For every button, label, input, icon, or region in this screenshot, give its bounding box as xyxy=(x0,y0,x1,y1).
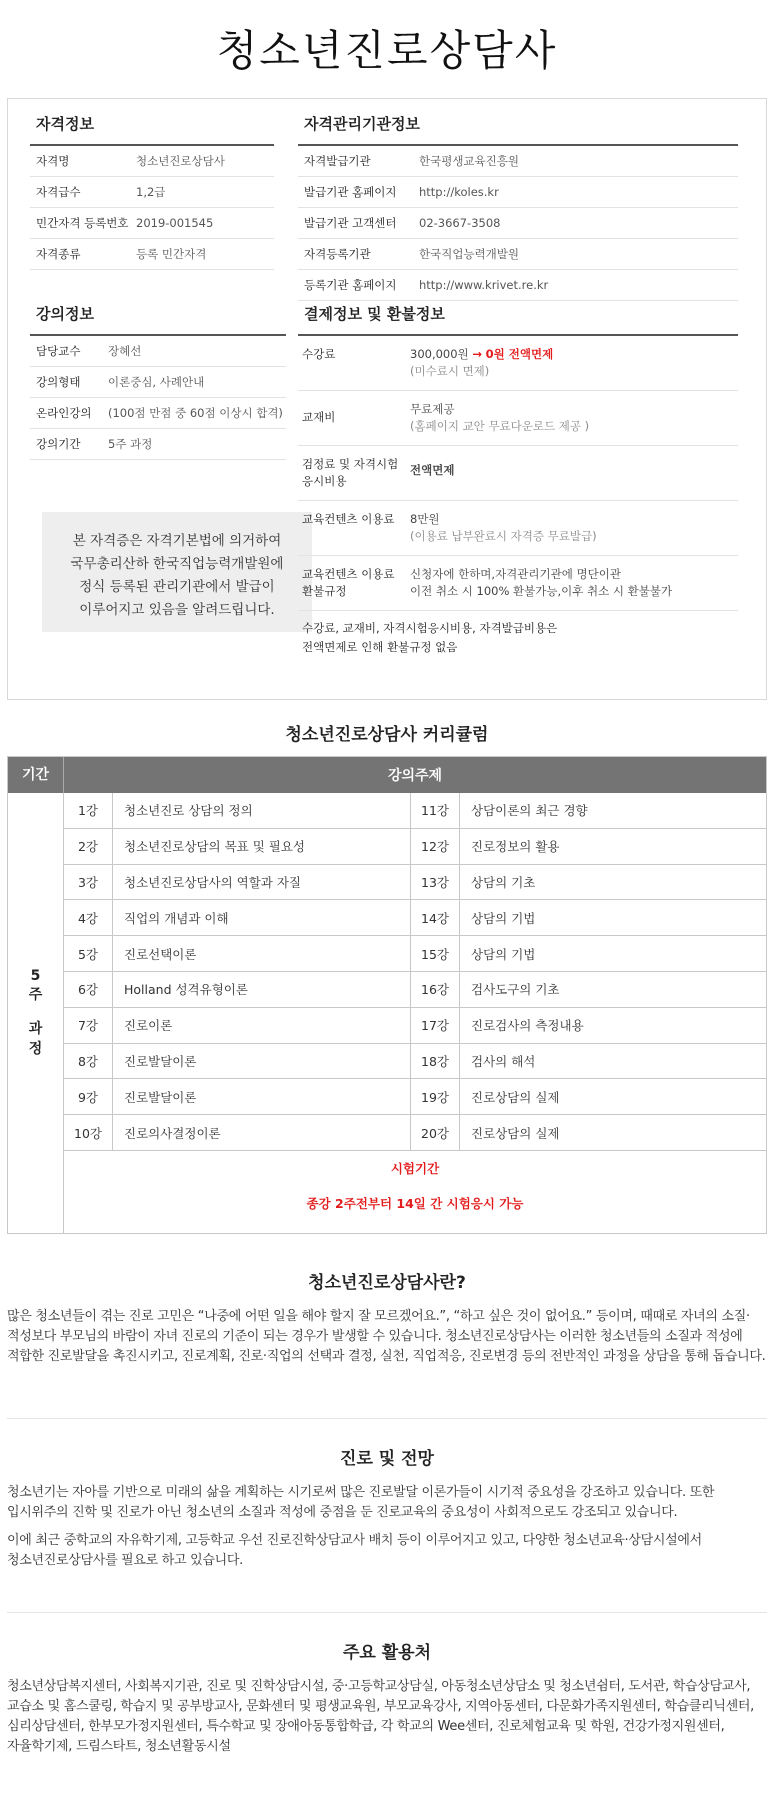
curriculum-title: 청소년진로상담사 커리큘럼 xyxy=(285,725,489,745)
content-fee-note: (이용료 납부완료시 자격증 무료발급) xyxy=(410,529,597,543)
lecture-topic: 진로정보의 활용 xyxy=(471,839,560,855)
textbook-label: 교재비 xyxy=(302,410,336,424)
curriculum-row xyxy=(64,936,766,972)
registrar-label: 자격등록기관 xyxy=(304,247,371,261)
section-divider xyxy=(7,1418,767,1419)
tuition-row xyxy=(298,336,738,391)
about-section xyxy=(7,1268,767,1367)
lecture-topic: 상담의 기초 xyxy=(471,874,536,890)
lecture-number: 6강 xyxy=(64,972,113,1007)
refund-label: 환불규정 xyxy=(302,584,347,598)
refund-value: 신청자에 한하며,자격관리기관에 명단이관 xyxy=(410,567,621,581)
lecture-topic: 직업의 개념과 이해 xyxy=(113,900,411,935)
cert-regno-value: 2019-001545 xyxy=(136,216,214,230)
lecture-number: 14강 xyxy=(411,900,460,935)
period-cell xyxy=(8,793,64,1233)
tuition-label: 수강료 xyxy=(302,347,336,361)
info-box xyxy=(7,98,767,700)
agency-info-row xyxy=(298,177,738,208)
refund-footer-line: 전액면제로 인해 환불규정 없음 xyxy=(302,640,458,654)
period-text: 주 xyxy=(28,987,43,1003)
agency-info-row xyxy=(298,146,738,177)
lecture-topic: 진로발달이론 xyxy=(113,1079,411,1114)
cert-info-row xyxy=(30,239,274,270)
registrar-homepage-label: 등록기관 홈페이지 xyxy=(304,278,397,292)
cert-grade-label: 자격급수 xyxy=(36,185,81,199)
lecture-topic: 청소년진로 상담의 정의 xyxy=(113,793,411,828)
lecture-info-row xyxy=(30,367,286,398)
lecture-number: 8강 xyxy=(64,1044,113,1079)
cert-info-row xyxy=(30,146,274,177)
exam-period-label: 시험기간 xyxy=(390,1161,440,1176)
lecture-topic: 진로상담의 실제 xyxy=(471,1089,560,1105)
lecture-topic: 청소년진로상담사의 역할과 자질 xyxy=(113,865,411,900)
textbook-note: (홈페이지 교안 무료다운로드 제공 ) xyxy=(410,419,590,433)
cert-type-label: 자격종류 xyxy=(36,247,81,261)
page-title: 청소년진로상담사 xyxy=(216,26,558,75)
curriculum-row xyxy=(64,829,766,865)
exam-fee-row xyxy=(298,446,738,501)
lecture-number: 10강 xyxy=(64,1115,113,1150)
refund-value: 이전 취소 시 100% 환불가능,이후 취소 시 환불불가 xyxy=(410,584,673,598)
curriculum-row xyxy=(64,1115,766,1151)
lecture-topic: 검사의 해석 xyxy=(471,1053,536,1069)
cert-grade-value: 1,2급 xyxy=(136,185,166,199)
lecture-info-heading: 강의정보 xyxy=(30,303,286,336)
cert-info-row xyxy=(30,208,274,239)
notice-line: 정식 등록된 관리기관에서 발급이 xyxy=(79,579,275,595)
lecture-topic: 진로선택이론 xyxy=(113,936,411,971)
lecture-period-value: 5주 과정 xyxy=(108,437,153,451)
lecture-info-row xyxy=(30,336,286,367)
curriculum-row xyxy=(64,865,766,901)
lecture-topic: 검사도구의 기초 xyxy=(471,982,560,998)
lecture-number: 13강 xyxy=(411,865,460,900)
lecture-topic: 청소년진로상담의 목표 및 필요성 xyxy=(113,829,411,864)
outlook-paragraph: 이에 최근 중학교의 자유학기제, 고등학교 우선 진로진학상담교사 배치 등이 이루어지고 있고, 다양한 청소년교육·상담시설에서 청소년진로상담사를 필요로 하고 있습니다. xyxy=(7,1533,702,1568)
agency-info-heading: 자격관리기관정보 xyxy=(298,113,738,146)
tuition-note: (미수료시 면제) xyxy=(410,364,490,378)
lecture-grid xyxy=(64,793,766,1151)
issuer-phone-label: 발급기관 고객센터 xyxy=(304,216,397,230)
period-number: 5 xyxy=(30,968,41,984)
period-text: 정 xyxy=(28,1041,43,1057)
exam-fee-value: 전액면제 xyxy=(410,463,455,477)
usage-title: 주요 활용처 xyxy=(342,1643,432,1663)
refund-row xyxy=(298,556,738,611)
refund-footer xyxy=(298,611,738,657)
cert-name-value: 청소년진로상담사 xyxy=(136,154,225,168)
lecture-number: 19강 xyxy=(411,1079,460,1114)
registrar-value: 한국직업능력개발원 xyxy=(419,247,519,261)
accreditation-notice xyxy=(42,512,312,632)
payment-section xyxy=(298,303,738,657)
lecture-number: 18강 xyxy=(411,1044,460,1079)
lecture-info-row xyxy=(30,398,286,429)
cert-regno-label: 민간자격 등록번호 xyxy=(36,216,129,230)
exam-fee-label: 검정료 및 자격시험 xyxy=(302,457,399,471)
content-fee-value: 8만원 xyxy=(410,512,440,526)
cert-info-row xyxy=(30,177,274,208)
lecture-number: 3강 xyxy=(64,865,113,900)
registrar-homepage-link[interactable]: http://www.krivet.re.kr xyxy=(419,278,549,292)
usage-text: 청소년상담복지센터, 사회복지기관, 진로 및 진학상담시설, 중·고등학교상담실, 아동청소년상담소 및 청소년쉼터, 도서관, 학습상담교사, 교습소 및 홈스쿨링, 학습지 및 공부방교사, 문화센터 및 평생교육원, 부모교육강사, 지역아동센터, 다문화가족지원센터, 학습클리닉센터, 심리상담센터, 한부모가정지원센터, 특수학교 및 장애아동통합학급, 각 학교의 Wee센터, 진로체험교육 및 학원, 건강가정지원센터, 자율학기제, 드림스타트, 청소년활동시설 xyxy=(7,1679,755,1754)
about-text: 많은 청소년들이 겪는 진로 고민은 “나중에 어떤 일을 해야 할지 잘 모르겠어요.”, “하고 싶은 것이 없어요.” 등이며, 때때로 자녀의 소질·적성보다 부모님의 바람이 자녀 진로의 기준이 되는 경우가 발생할 수 있습니다. 청소년진로상담사는 이러한 청소년들의 소질과 적성에 적합한 진로발달을 촉진시키고, 진로계획, 진로·직업의 선택과 결정, 실천, 직업적응, 진로변경 등의 전반적인 과정을 상담을 통해 돕습니다. xyxy=(7,1309,766,1364)
lecture-topic: 상담이론의 최근 경향 xyxy=(471,803,588,819)
subject-header: 강의주제 xyxy=(387,768,443,784)
agency-info-row xyxy=(298,239,738,270)
lecture-number: 7강 xyxy=(64,1008,113,1043)
exam-period-text: 종강 2주전부터 14일 간 시험응시 가능 xyxy=(306,1196,524,1211)
lecture-format-value: 이론중심, 사례안내 xyxy=(108,375,205,389)
textbook-row xyxy=(298,391,738,446)
agency-info-section xyxy=(298,113,738,301)
issuer-value: 한국평생교육진흥원 xyxy=(419,154,519,168)
usage-section xyxy=(7,1638,767,1757)
about-title: 청소년진로상담사란? xyxy=(308,1273,466,1293)
notice-line: 국무총리산하 한국직업능력개발원에 xyxy=(70,556,284,572)
lecture-number: 5강 xyxy=(64,936,113,971)
issuer-phone-value: 02-3667-3508 xyxy=(419,216,501,230)
outlook-title: 진로 및 전망 xyxy=(340,1449,434,1469)
tuition-free: 0원 전액면제 xyxy=(485,347,554,361)
outlook-paragraph: 청소년기는 자아를 기반으로 미래의 삶을 계획하는 시기로써 많은 진로발달 이론가들이 시기적 중요성을 강조하고 있습니다. 또한 입시위주의 진학 및 진로가 아닌 청소년의 소질과 적성에 중점을 둔 진로교육의 중요성이 사회적으로도 강조되고 있습니다. xyxy=(7,1485,715,1520)
curriculum-header xyxy=(8,757,766,793)
lecture-info-section xyxy=(30,303,286,460)
lecture-topic: Holland 성격유형이론 xyxy=(113,972,411,1007)
lecture-number: 15강 xyxy=(411,936,460,971)
professor-label: 담당교수 xyxy=(36,344,81,358)
cert-info-section xyxy=(30,113,274,270)
section-divider xyxy=(7,1612,767,1613)
lecture-format-label: 강의형태 xyxy=(36,375,81,389)
curriculum-table xyxy=(7,756,767,1234)
lecture-number: 11강 xyxy=(411,793,460,828)
curriculum-row xyxy=(64,793,766,829)
lecture-topic: 진로발달이론 xyxy=(113,1044,411,1079)
issuer-label: 자격발급기관 xyxy=(304,154,371,168)
lecture-number: 20강 xyxy=(411,1115,460,1150)
lecture-topic: 상담의 기법 xyxy=(471,910,536,926)
curriculum-row xyxy=(64,972,766,1008)
lecture-number: 1강 xyxy=(64,793,113,828)
lecture-topic: 진로검사의 측정내용 xyxy=(471,1018,584,1034)
lecture-number: 4강 xyxy=(64,900,113,935)
lecture-info-row xyxy=(30,429,286,460)
agency-info-row xyxy=(298,270,738,301)
lecture-topic: 진로상담의 실제 xyxy=(471,1125,560,1141)
curriculum-row xyxy=(64,1044,766,1080)
lecture-period-label: 강의기간 xyxy=(36,437,81,451)
curriculum-row xyxy=(64,1079,766,1115)
cert-type-value: 등록 민간자격 xyxy=(136,247,207,261)
content-fee-label: 교육컨텐츠 이용료 xyxy=(302,512,395,526)
online-lecture-label: 온라인강의 xyxy=(36,406,92,420)
lecture-number: 2강 xyxy=(64,829,113,864)
lecture-number: 16강 xyxy=(411,972,460,1007)
curriculum-row xyxy=(64,1008,766,1044)
notice-line: 이루어지고 있음을 알려드립니다. xyxy=(79,602,275,618)
content-fee-row xyxy=(298,501,738,556)
lecture-topic: 상담의 기법 xyxy=(471,946,536,962)
period-header: 기간 xyxy=(8,757,64,793)
cert-info-heading: 자격정보 xyxy=(30,113,274,146)
notice-line: 본 자격증은 자격기본법에 의거하여 xyxy=(72,533,282,549)
issuer-homepage-label: 발급기관 홈페이지 xyxy=(304,185,397,199)
lecture-number: 17강 xyxy=(411,1008,460,1043)
lecture-number: 12강 xyxy=(411,829,460,864)
exam-fee-label: 응시비용 xyxy=(302,474,347,488)
professor-value: 장혜선 xyxy=(108,344,142,358)
issuer-homepage-link[interactable]: http://koles.kr xyxy=(419,185,499,199)
tuition-price: 300,000원 xyxy=(410,347,469,361)
period-text: 과 xyxy=(28,1021,43,1037)
arrow-icon: → xyxy=(472,347,482,361)
online-lecture-value: (100점 만점 중 60점 이상시 합격) xyxy=(108,406,283,420)
lecture-number: 9강 xyxy=(64,1079,113,1114)
cert-name-label: 자격명 xyxy=(36,154,70,168)
outlook-section xyxy=(7,1444,767,1571)
lecture-topic: 진로이론 xyxy=(113,1008,411,1043)
exam-period xyxy=(64,1151,766,1221)
textbook-value: 무료제공 xyxy=(410,402,455,416)
refund-label: 교육컨텐츠 이용료 xyxy=(302,567,395,581)
refund-footer-line: 수강료, 교재비, 자격시험응시비용, 자격발급비용은 xyxy=(302,621,558,635)
curriculum-row xyxy=(64,900,766,936)
agency-info-row xyxy=(298,208,738,239)
lecture-topic: 진로의사결정이론 xyxy=(113,1115,411,1150)
payment-heading: 결제정보 및 환불정보 xyxy=(298,303,738,336)
